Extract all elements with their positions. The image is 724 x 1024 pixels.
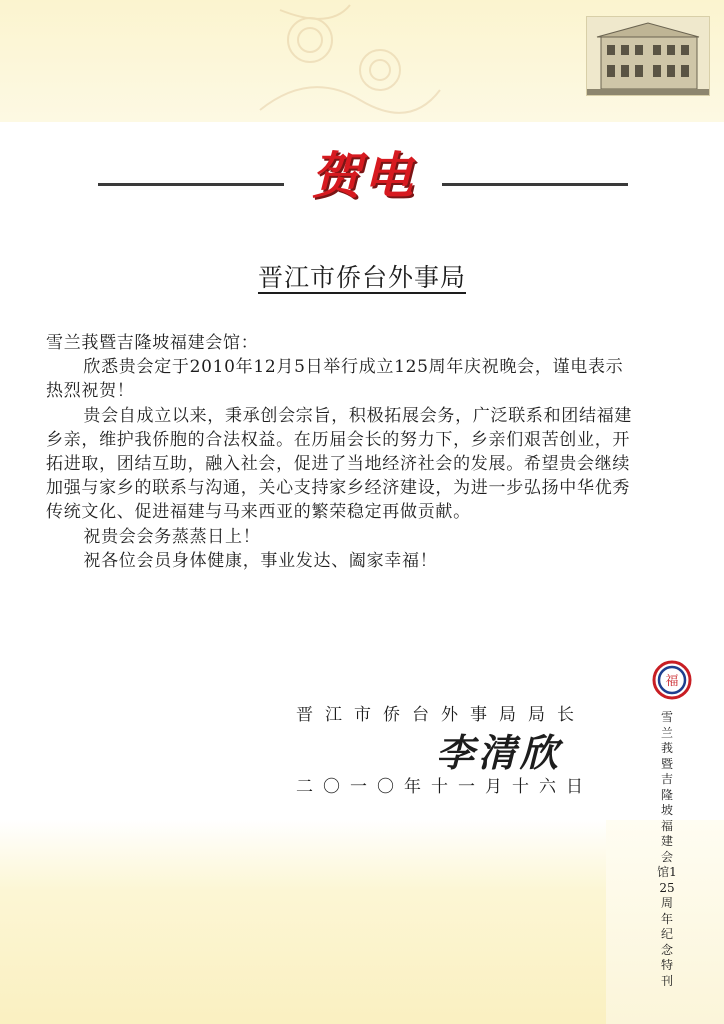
heading-rule-right [442,183,628,186]
publication-side-title: 雪兰莪暨吉隆坡福建会馆125周年纪念特刊 [657,710,677,988]
clubhouse-building-image [586,16,710,96]
letter-date: 二〇一〇年十一月十六日 [296,777,593,797]
paragraph: 欣悉贵会定于2010年12月5日举行成立125周年庆祝晚会，谨电表示热烈祝贺！ [46,357,624,402]
heading-rule-left [98,183,284,186]
salutation: 雪兰莪暨吉隆坡福建会馆： [46,333,259,353]
paragraph: 祝贵会会务蒸蒸日上！ [83,526,261,547]
paragraph: 贵会自成立以来，秉承创会宗旨，积极拓展会务，广泛联系和团结福建乡亲，维护我侨胞的合法权益。在历届会长的努力下，乡亲们艰苦创业，开拓进取，团结互助，融入社会，促进了当地经济社会的发展。希望贵会继续加强与家乡的联系与沟通，关心支持家乡经济建设，为进一步弘扬中华优秀传统文化、促进福建与马来西亚的繁荣稳定再做贡献。 [46,405,633,523]
paragraph: 祝各位会员身体健康，事业发达、阖家幸福！ [83,550,438,571]
association-logo-icon [652,660,692,700]
floral-decoration [240,0,450,122]
logo-character: 福 [665,674,679,689]
organization-title: 晋江市侨台外事局 [257,263,466,292]
letter-body [46,331,634,573]
signature: 李清欣 [436,730,563,775]
signatory-title: 晋江市侨台外事局局长 [296,705,586,725]
page-title: 贺电 [311,146,415,205]
